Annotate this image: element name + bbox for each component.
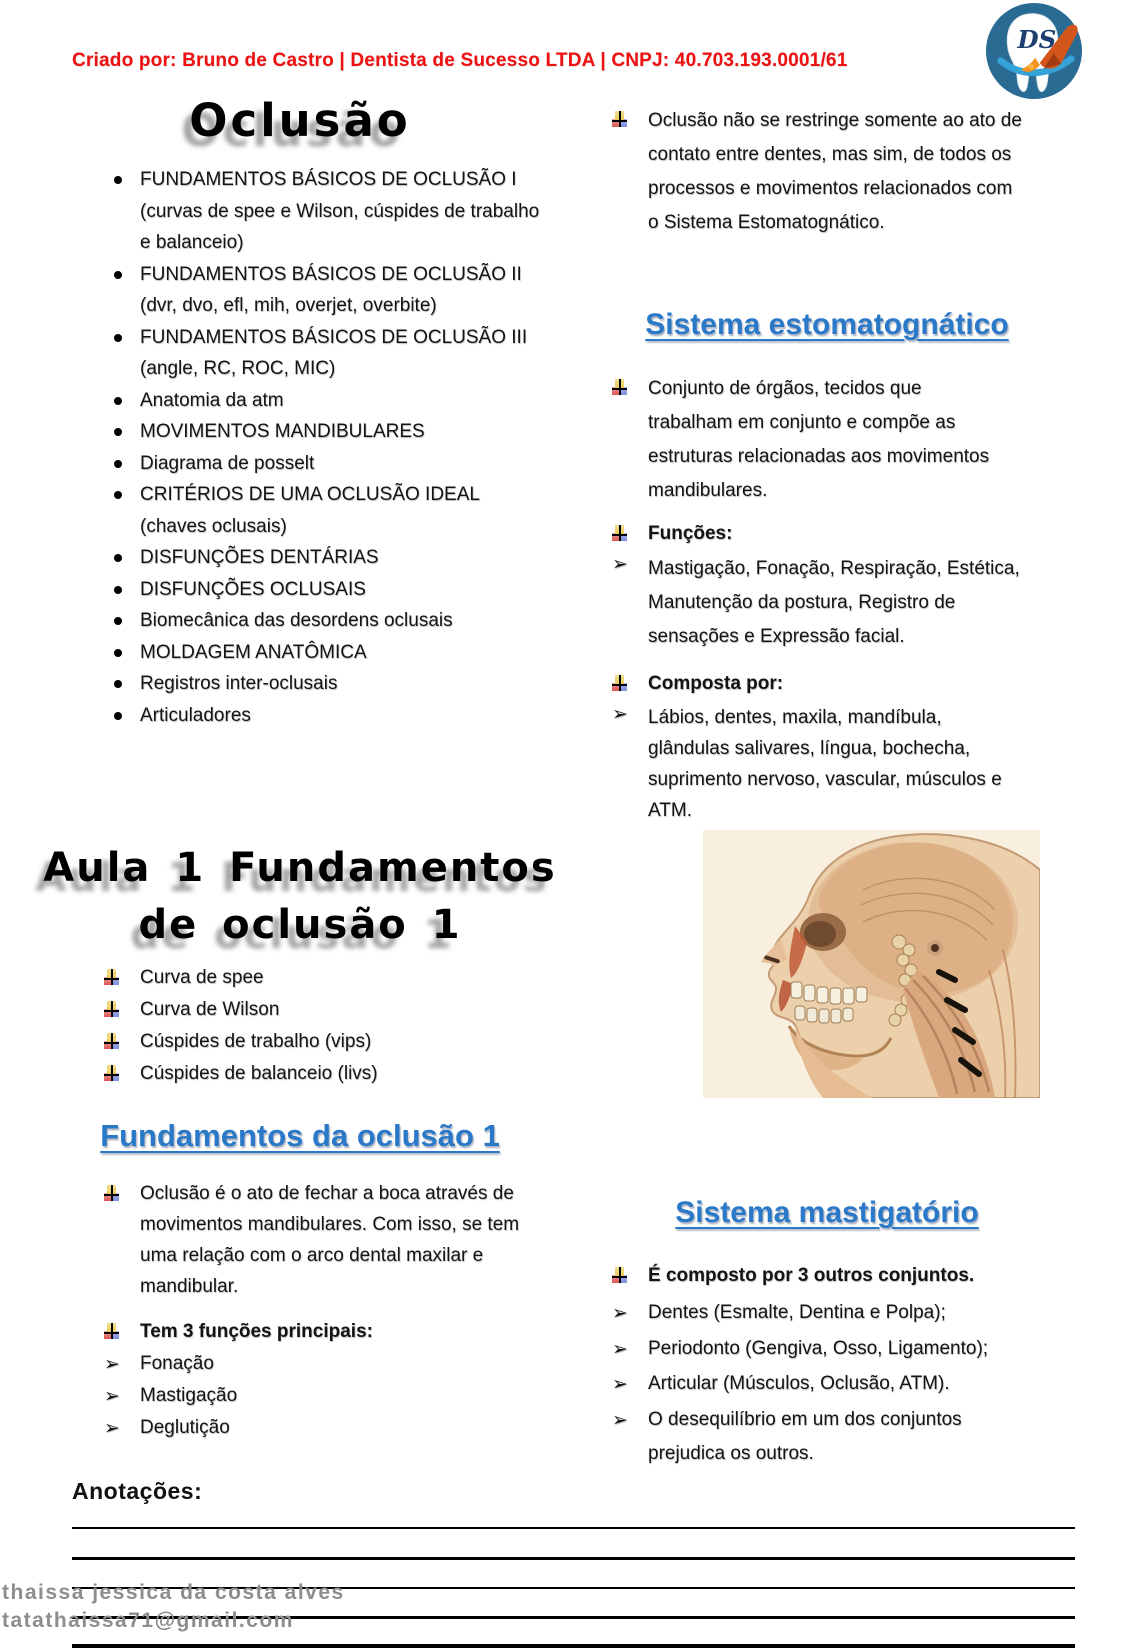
marker-bullet-icon <box>612 525 627 541</box>
list-item: ➢ Dentes (Esmalte, Dentina e Polpa); <box>612 1296 1042 1332</box>
disc-bullet-icon <box>114 649 122 657</box>
functions-block <box>104 1316 535 1444</box>
list-item: Diagrama de posselt <box>112 448 542 480</box>
arrow-bullet-icon: ➢ <box>612 1338 628 1360</box>
arrow-bullet-icon: ➢ <box>104 1418 120 1439</box>
disc-bullet-icon <box>114 176 122 184</box>
list-item: FUNDAMENTOS BÁSICOS DE OCLUSÃO III (angle, RC, ROC, MIC) <box>112 322 542 385</box>
arrow-bullet-icon: ➢ <box>612 554 628 575</box>
list-item: Registros inter-oclusais <box>112 668 542 700</box>
arrow-bullet-icon: ➢ <box>612 704 628 725</box>
marker-bullet-icon <box>104 969 119 985</box>
logo-initials: DS <box>1017 25 1057 55</box>
disc-bullet-icon <box>114 334 122 342</box>
marker-bullet-icon <box>104 1033 119 1049</box>
page-title: Oclusão <box>189 94 411 147</box>
list-item: ➢ Articular (Músculos, Oclusão, ATM). <box>612 1367 1042 1403</box>
list-item: Curva de spee <box>104 962 544 994</box>
marker-bullet-icon <box>104 1001 119 1017</box>
marker-bullet-icon <box>612 379 627 395</box>
arrow-bullet-icon: ➢ <box>104 1386 120 1407</box>
functions-label: Tem 3 funções principais: <box>104 1316 535 1348</box>
list-item: FUNDAMENTOS BÁSICOS DE OCLUSÃO II (dvr, dvo, efl, mih, overjet, overbite) <box>112 259 542 322</box>
annotations-label: Anotações: <box>72 1478 203 1504</box>
section-title-aula <box>20 840 580 954</box>
list-item: DISFUNÇÕES OCLUSAIS <box>112 574 542 606</box>
list-item: Cúspides de balanceio (livs) <box>104 1058 544 1090</box>
ruled-line <box>72 1527 1075 1529</box>
marker-bullet-icon <box>104 1185 119 1201</box>
section-title-line1: Aula 1 Fundamentos <box>43 845 557 891</box>
disc-bullet-icon <box>114 460 122 468</box>
composta-label: Composta por: <box>612 668 1078 699</box>
marker-bullet-icon <box>104 1323 119 1339</box>
marker-bullet-icon <box>612 111 627 127</box>
composta-text: ➢ Lábios, dentes, maxila, mandíbula, glândulas salivares, língua, bochecha, suprimento nervoso, vascular, músculos e ATM. <box>612 704 1002 821</box>
watermark-name: thaissa jessica da costa alves <box>2 1581 345 1604</box>
disc-bullet-icon <box>114 554 122 562</box>
fundamentos-paragraph: Oclusão é o ato de fechar a boca através de movimentos mandibulares. Com isso, se tem uma relação com o arco dental maxilar e mandibular. <box>104 1178 571 1302</box>
section-heading-estomatognatico: Sistema estomatognático <box>645 308 1009 341</box>
disc-bullet-icon <box>114 586 122 594</box>
mastigatorio-label: É composto por 3 outros conjuntos. <box>612 1260 1088 1291</box>
list-item: Articuladores <box>112 700 542 732</box>
mastigatorio-list <box>612 1296 1042 1472</box>
list-item: Curva de Wilson <box>104 994 544 1026</box>
marker-bullet-icon <box>104 1065 119 1081</box>
list-item: MOLDAGEM ANATÔMICA <box>112 637 542 669</box>
disc-bullet-icon <box>114 491 122 499</box>
list-item: CRITÉRIOS DE UMA OCLUSÃO IDEAL (chaves oclusais) <box>112 479 542 542</box>
list-item: ➢ Fonação <box>104 1348 535 1380</box>
disc-bullet-icon <box>114 397 122 405</box>
credit-line: Criado por: Bruno de Castro | Dentista de Sucesso LTDA | CNPJ: 40.703.193.0001/61 <box>72 50 848 71</box>
ruled-line <box>72 1644 1075 1648</box>
aula-topics-list <box>104 962 544 1090</box>
tooth-logo-icon <box>985 2 1083 100</box>
funcoes-text: ➢ Mastigação, Fonação, Respiração, Estética, Manutenção da postura, Registro de sensações e Expressão facial. <box>612 554 1020 647</box>
brand-logo <box>985 2 1083 100</box>
section-heading-mastigatorio: Sistema mastigatório <box>675 1196 979 1229</box>
estomatognatico-paragraph: Conjunto de órgãos, tecidos que trabalham em conjunto e compõe as estruturas relacionadas aos movimentos mandibulares. <box>612 372 1078 508</box>
occlusion-intro-paragraph: Oclusão não se restringe somente ao ato de contato entre dentes, mas sim, de todos os processos e movimentos relacionados com o Sistema Estomatognático. <box>612 104 1078 240</box>
list-item: ➢ Mastigação <box>104 1380 535 1412</box>
funcoes-label: Funções: <box>612 518 1078 549</box>
list-item: ➢ Deglutição <box>104 1412 535 1444</box>
watermark-email: tatathaissa71@gmail.com <box>2 1609 294 1632</box>
list-item: ➢ Periodonto (Gengiva, Osso, Ligamento); <box>612 1332 1042 1368</box>
topics-list <box>112 164 542 731</box>
disc-bullet-icon <box>114 271 122 279</box>
marker-bullet-icon <box>612 1267 627 1283</box>
disc-bullet-icon <box>114 617 122 625</box>
disc-bullet-icon <box>114 712 122 720</box>
section-heading-fundamentos: Fundamentos da oclusão 1 <box>100 1118 500 1153</box>
disc-bullet-icon <box>114 680 122 688</box>
list-item: Anatomia da atm <box>112 385 542 417</box>
arrow-bullet-icon: ➢ <box>104 1354 120 1375</box>
arrow-bullet-icon: ➢ <box>612 1409 628 1431</box>
list-item: MOVIMENTOS MANDIBULARES <box>112 416 542 448</box>
marker-bullet-icon <box>612 675 627 691</box>
list-item: Cúspides de trabalho (vips) <box>104 1026 544 1058</box>
list-item: FUNDAMENTOS BÁSICOS DE OCLUSÃO I (curvas de spee e Wilson, cúspides de trabalho e balanceio) <box>112 164 542 259</box>
ruled-line <box>72 1557 1075 1560</box>
section-title-line2: de oclusão 1 <box>138 902 462 948</box>
list-item: Biomecânica das desordens oclusais <box>112 605 542 637</box>
arrow-bullet-icon: ➢ <box>612 1303 628 1324</box>
disc-bullet-icon <box>114 428 122 436</box>
list-item: ➢ O desequilíbrio em um dos conjuntos prejudica os outros. <box>612 1403 1042 1472</box>
list-item: DISFUNÇÕES DENTÁRIAS <box>112 542 542 574</box>
anatomy-illustration <box>703 830 1040 1098</box>
arrow-bullet-icon: ➢ <box>612 1374 628 1395</box>
